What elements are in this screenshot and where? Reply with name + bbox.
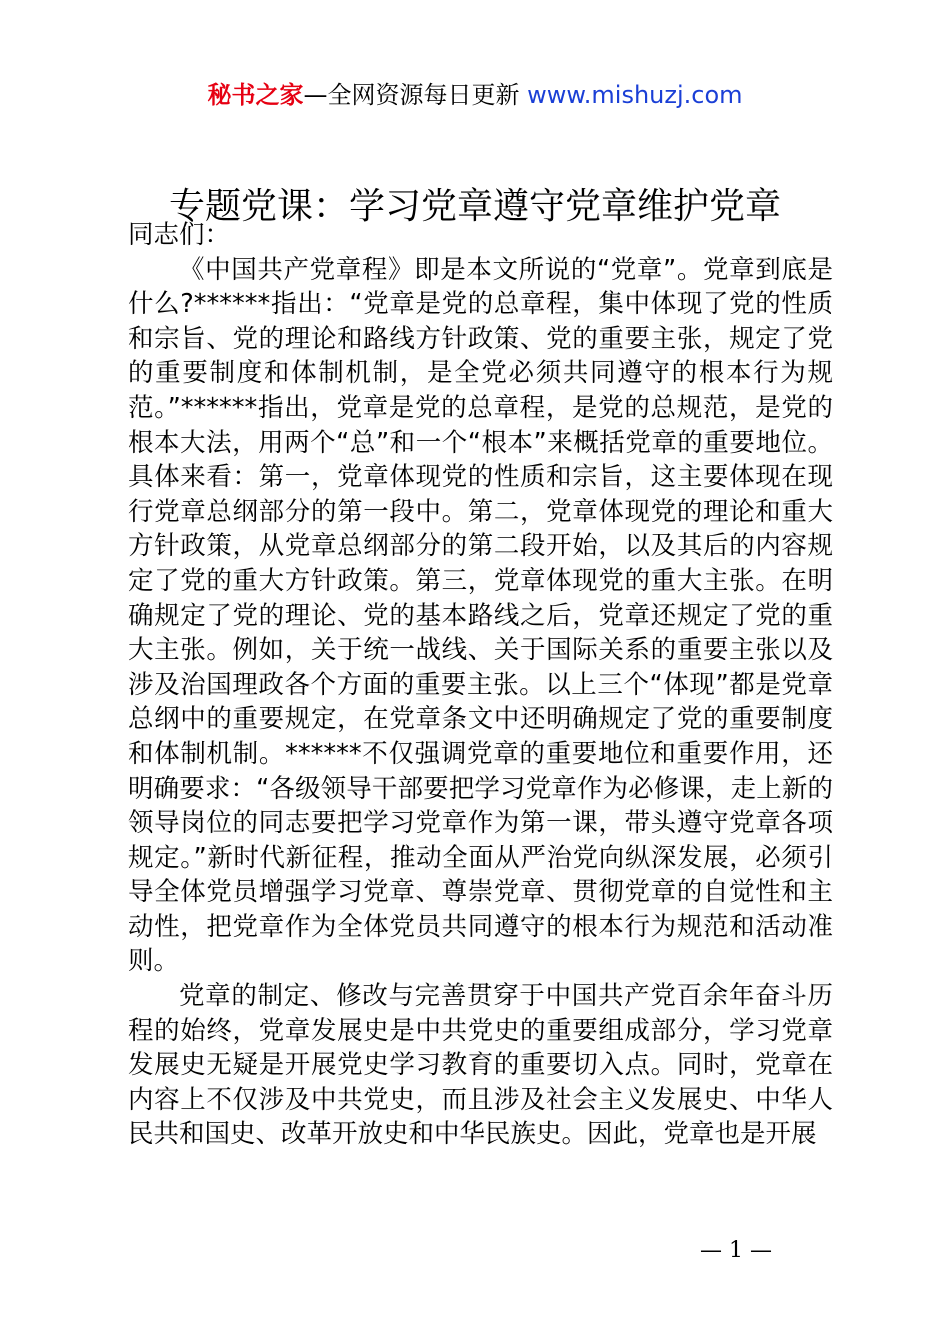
site-url-link[interactable]: www.mishuzj.com	[527, 81, 743, 109]
greeting: 同志们：	[128, 220, 231, 250]
document-title: 专题党课：学习党章遵守党章维护党章	[168, 186, 781, 227]
paragraph-1: 《中国共产党章程》即是本文所说的“党章”。党章到底是什么?******指出：“党章是党的总章程，集中体现了党的性质和宗旨、党的理论和路线方针政策、党的重要主张，规定了党的重要制度和体制机制，是全党必须共同遵守的根本行为规范。”******指出，党章是党的总章程，是党的总规范，是党的根本大法，用两个“总”和一个“根本”来概括党章的重要地位。具体来看：第一，党章体现党的性质和宗旨，这主要体现在现行党章总纲部分的第一段中。第二，党章体现党的理论和重大方针政策，从党章总纲部分的第二段开始，以及其后的内容规定了党的重大方针政策。第三，党章体现党的重大主张。在明确规定了党的理论、党的基本路线之后，党章还规定了党的重大主张。例如，关于统一战线、关于国际关系的重要主张以及涉及治国理政各个方面的重要主张。以上三个“体现”都是党章总纲中的重要规定，在党章条文中还明确规定了党的重要制度和体制机制。******不仅强调党章的重要地位和重要作用，还明确要求：“各级领导干部要把学习党章作为必修课，走上新的领导岗位的同志要把学习党章作为第一课，带头遵守党章各项规定。”新时代新征程，推动全面从严治党向纵深发展，必须引导全体党员增强学习党章、尊崇党章、贯彻党章的自觉性和主动性，把党章作为全体党员共同遵守的根本行为规范和活动准则。	[128, 254, 833, 977]
document-body	[128, 218, 833, 1152]
paragraph-2: 党章的制定、修改与完善贯穿于中国共产党百余年奋斗历程的始终，党章发展史是中共党史的重要组成部分，学习党章发展史无疑是开展党史学习教育的重要切入点。同时，党章在内容上不仅涉及中共党史，而且涉及社会主义发展史、中华人民共和国史、改革开放史和中华民族史。因此，党章也是开展	[128, 981, 833, 1150]
site-brand: 秘书之家	[207, 81, 304, 109]
page-number: — 1 —	[700, 1238, 772, 1263]
site-header	[0, 78, 950, 112]
site-tagline: —全网资源每日更新	[303, 81, 528, 109]
